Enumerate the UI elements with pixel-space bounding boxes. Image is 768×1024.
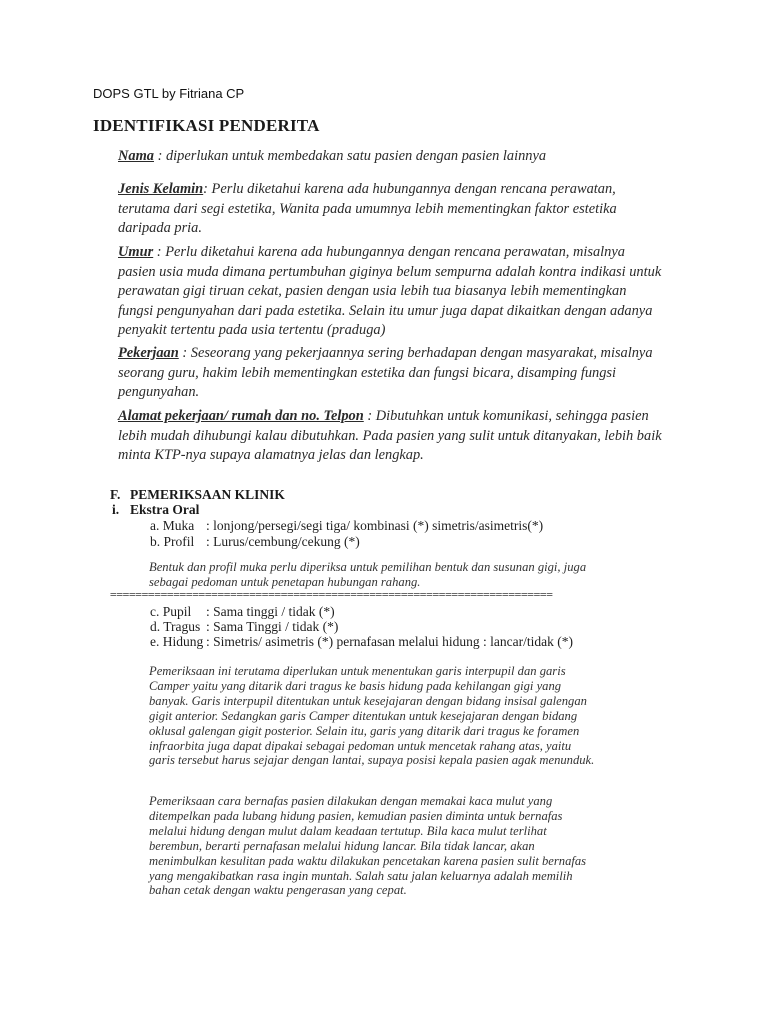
entry-umur xyxy=(118,243,663,341)
exam-row-pupil xyxy=(150,604,335,620)
note-text: Pemeriksaan ini terutama diperlukan untuk menentukan garis interpupil dan garis Camper yaitu yang ditarik dari tragus ke basis hidung pada kehilangan gigi yang banyak. Garis interpupil ditentukan untuk kesejajaran dengan bidang insisal galengan gigit anterior. Sedangkan garis Camper ditentukan untuk kesejajaran dengan bidang oklusal galengan gigit posterior. Selain itu, garis yang ditarik dari tragus ke foramen infraorbita juga dapat dipakai sebagai pedoman untuk mencetak rahang atas, yaitu garis tersebut harus sejajar dengan lantai, supaya posisi kepala pasien agak menunduk. xyxy=(149,664,595,768)
entry-term: Pekerjaan xyxy=(118,345,179,361)
entry-term: Nama xyxy=(118,148,154,164)
note-text: Bentuk dan profil muka perlu diperiksa untuk pemilihan bentuk dan susunan gigi, juga sebagai pedoman untuk penetapan hubungan rahang. xyxy=(149,560,587,589)
entry-jenis-kelamin xyxy=(118,180,663,239)
note-cara-bernafas xyxy=(149,794,599,898)
entry-pekerjaan xyxy=(118,344,663,403)
exam-row-value: : Sama tinggi / tidak (*) xyxy=(206,604,335,619)
entry-term: Alamat pekerjaan/ rumah dan no. Telpon xyxy=(118,408,364,424)
exam-row-label: e. Hidung xyxy=(150,634,204,649)
exam-row-label: b. Profil xyxy=(150,534,195,549)
entry-term: Umur xyxy=(118,244,154,260)
subsection-title-text: Ekstra Oral xyxy=(130,502,200,517)
entry-term: Jenis Kelamin xyxy=(118,181,204,197)
divider-line: ====================================================================== xyxy=(110,589,553,601)
section-title-text: PEMERIKSAAN KLINIK xyxy=(130,487,285,502)
exam-row-label: c. Pupil xyxy=(150,604,192,619)
document-header: DOPS GTL by Fitriana CP xyxy=(93,86,245,101)
section-number: F. xyxy=(110,487,121,502)
entry-text: : Seseorang yang pekerjaannya sering berhadapan dengan masyarakat, misalnya seorang guru, hakim lebih mementingkan estetika dan fungsi bicara, disamping fungsi pengunyahan. xyxy=(118,345,653,400)
entry-text: : Perlu diketahui karena ada hubungannya dengan rencana perawatan, misalnya pasien usia muda dimana pertumbuhan giginya belum sempurna adalah kontra indikasi untuk perawatan gigi tiruan cekat, pasien dengan usia lebih tua biasanya lebih mementingkan fungsi pengunyahan dari pada estetika. Selain itu umur juga dapat dikaitkan dengan adanya penyakit tertentu pada usia tertentu (praduga) xyxy=(118,244,662,338)
exam-row-tragus xyxy=(150,619,338,635)
note-bentuk-profil xyxy=(149,560,599,590)
note-text: Pemeriksaan cara bernafas pasien dilakukan dengan memakai kaca mulut yang ditempelkan pada lubang hidung pasien, kemudian pasien diminta untuk bernafas melalui hidung dengan mulut dalam keadaan tertutup. Bila kaca mulut terlihat berembun, berarti pernafasan melalui hidung lancar. Bila tidak lancar, akan menimbulkan kesulitan pada waktu dilakukan pencetakan karena pasien sulit bernafas yang mengakibatkan rasa ingin muntah. Salah satu jalan keluarnya adalah memilih bahan cetak dengan waktu pengerasan yang cepat. xyxy=(149,794,587,898)
exam-row-value: : Simetris/ asimetris (*) pernafasan melalui hidung : lancar/tidak (*) xyxy=(206,634,574,649)
exam-row-label: d. Tragus xyxy=(150,619,201,634)
exam-row-value: : lonjong/persegi/segi tiga/ kombinasi (*) simetris/asimetris(*) xyxy=(206,518,544,533)
exam-row-profil xyxy=(150,534,360,550)
exam-row-hidung xyxy=(150,634,573,650)
exam-row-muka xyxy=(150,518,543,534)
exam-row-value: : Sama Tinggi / tidak (*) xyxy=(206,619,339,634)
exam-row-value: : Lurus/cembung/cekung (*) xyxy=(206,534,360,549)
subsection-number: i. xyxy=(112,502,120,517)
section-title-pemeriksaan xyxy=(110,487,285,503)
subsection-title-ekstra-oral xyxy=(112,502,199,518)
entry-text: : diperlukan untuk membedakan satu pasien dengan pasien lainnya xyxy=(153,148,547,164)
exam-row-label: a. Muka xyxy=(150,518,195,533)
note-garis-interpupil xyxy=(149,664,599,768)
entry-nama xyxy=(118,147,663,167)
entry-text: : Dibutuhkan untuk komunikasi, sehingga pasien lebih mudah dihubungi kalau dibutuhkan. Pada pasien yang sulit untuk ditanyakan, lebih baik minta KTP-nya supaya alamatnya jelas dan lengkap. xyxy=(118,408,662,463)
entry-alamat xyxy=(118,407,663,466)
section-title-identifikasi: IDENTIFIKASI PENDERITA xyxy=(93,116,320,135)
entry-text: : Perlu diketahui karena ada hubungannya dengan rencana perawatan, terutama dari segi estetika, Wanita pada umumnya lebih mementingkan faktor estetika daripada pria. xyxy=(118,181,617,236)
